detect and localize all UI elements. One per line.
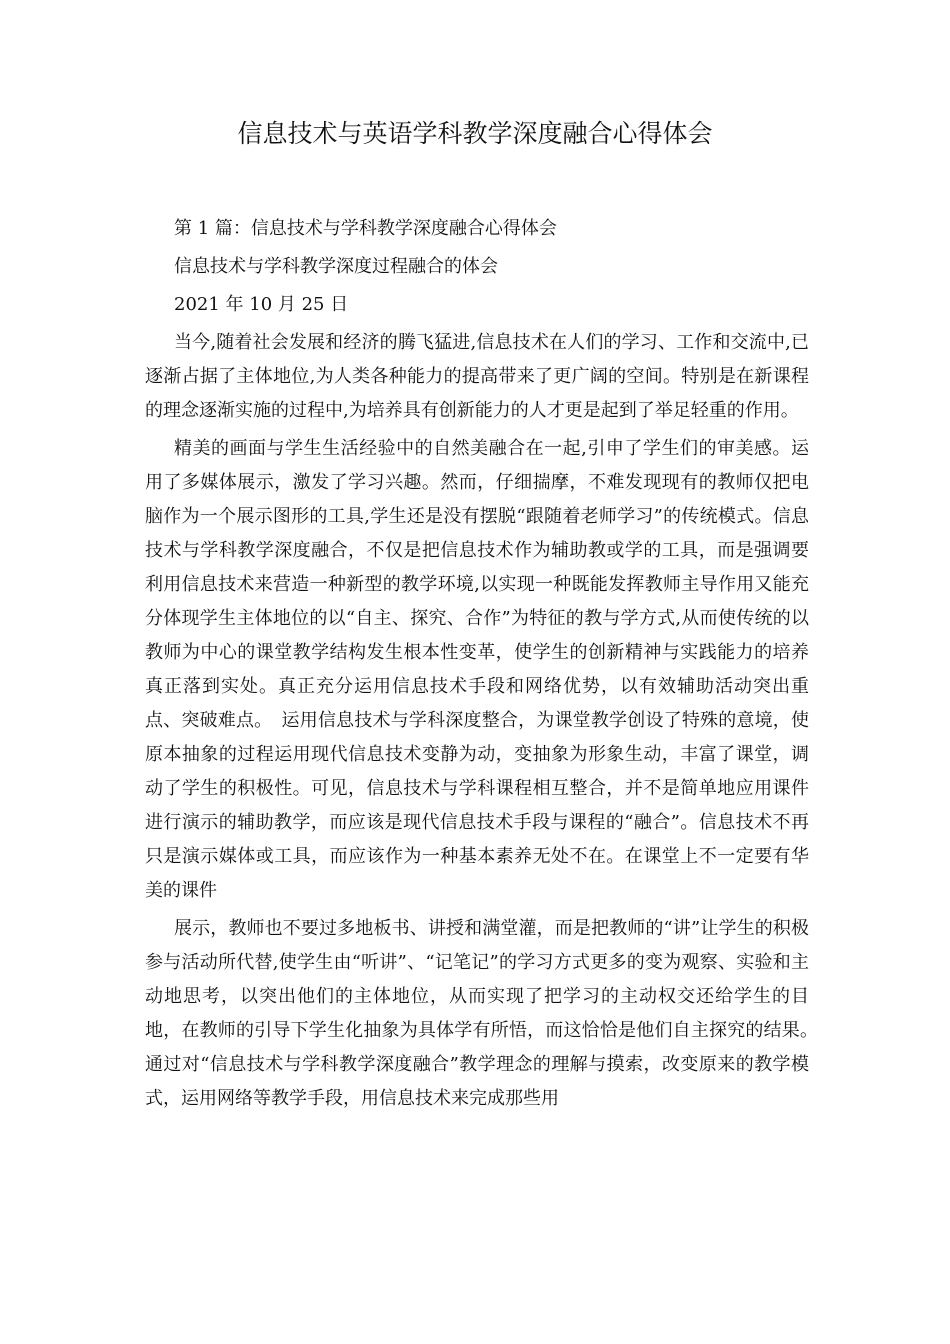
subheading-line: 信息技术与学科教学深度过程融合的体会: [174, 256, 498, 277]
document-title: 信息技术与英语学科教学深度融合心得体会: [237, 119, 713, 148]
document-body: [145, 212, 827, 1120]
paragraph: 精美的画面与学生生活经验中的自然美融合在一起,引申了学生们的审美感。运用了多媒体展示，激发了学习兴趣。然而，仔细揣摩，不难发现现有的教师仅把电脑作为一个展示图形的工具,学生还是没有摆脱“跟随着老师学习”的传统模式。信息技术与学科教学深度融合，不仅是把信息技术作为辅助教或学的工具，而是强调要利用信息技术来营造一种新型的教学环境,以实现一种既能发挥教师主导作用又能充分体现学生主体地位的以“自主、探究、合作”为特征的教与学方式,从而使传统的以教师为中心的课堂教学结构发生根本性变革，使学生的创新精神与实践能力的培养真正落到实处。真正充分运用信息技术手段和网络优势，以有效辅助活动突出重点、突破难点。 运用信息技术与学科深度整合，为课堂教学创设了特殊的意境，使原本抽象的过程运用现代信息技术变静为动，变抽象为形象生动，丰富了课堂，调动了学生的积极性。可见，信息技术与学科课程相互整合，并不是简单地应用课件进行演示的辅助教学，而应该是现代信息技术手段与课程的“融合”。信息技术不再只是演示媒体或工具，而应该作为一种基本素养无处不在。在课堂上不一定要有华美的课件: [145, 438, 809, 901]
paragraph: 当今,随着社会发展和经济的腾飞猛进,信息技术在人们的学习、工作和交流中,已逐渐占据了主体地位,为人类各种能力的提高带来了更广阔的空间。特别是在新课程的理念逐渐实施的过程中,为培养具有创新能力的人才更是起到了举足轻重的作用。: [145, 332, 809, 421]
paragraph: 展示，教师也不要过多地板书、讲授和满堂灌，而是把教师的“讲”让学生的积极参与活动所代替,使学生由“听讲”、“记笔记”的学习方式更多的变为观察、实验和主动地思考，以突出他们的主体地位，从而实现了把学习的主动权交还给学生的目地，在教师的引导下学生化抽象为具体学有所悟，而这恰恰是他们自主探究的结果。 通过对“信息技术与学科教学深度融合”教学理念的理解与摸索，改变原来的教学模式，运用网络等教学手段，用信息技术来完成那些用: [145, 918, 827, 1109]
heading-line: 第 1 篇：信息技术与学科教学深度融合心得体会: [174, 218, 557, 239]
date-line: 2021 年 10 月 25 日: [174, 294, 349, 315]
